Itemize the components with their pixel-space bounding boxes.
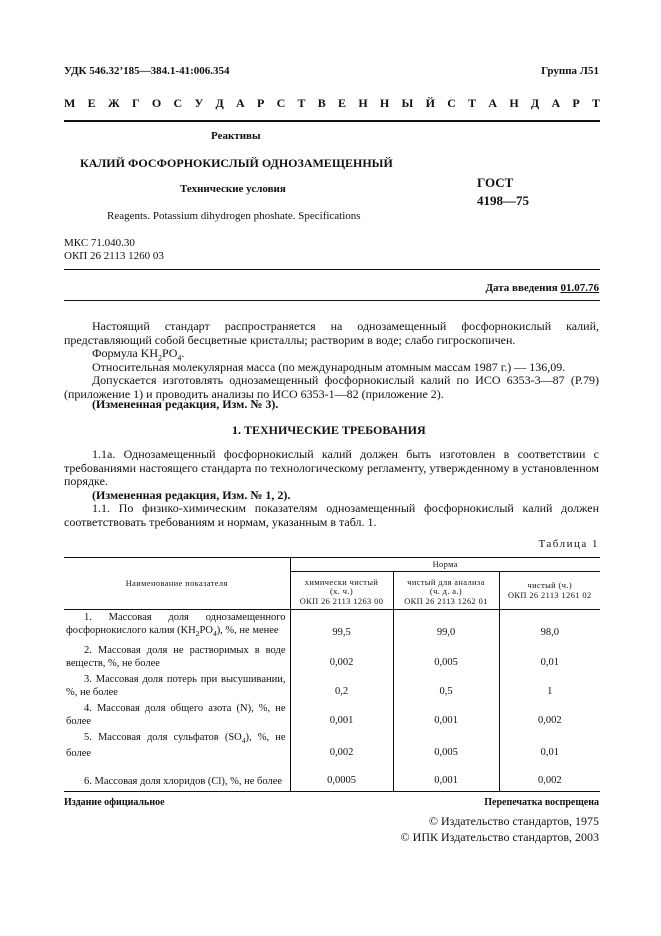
row-value: 0,001 bbox=[290, 701, 393, 730]
intro-date bbox=[485, 282, 599, 294]
okp-code: ОКП 26 2113 1260 03 bbox=[64, 250, 164, 262]
standard-type-text: М Е Ж Г О С У Д А Р С Т В Е Н Н Ы Й С Т А Н Д А Р Т bbox=[64, 96, 600, 110]
table-row bbox=[64, 642, 600, 672]
english-title: Reagents. Potassium dihydrogen phoshate. Specifications bbox=[107, 210, 361, 222]
codes-rule bbox=[64, 269, 600, 270]
row-value: 0,002 bbox=[290, 730, 393, 762]
row-value: 98,0 bbox=[540, 626, 559, 638]
row-name: 4. Массовая доля общего азота (N), %, не более bbox=[64, 701, 290, 730]
conditions-label: Технические условия bbox=[180, 183, 286, 195]
reagents-label: Реактивы bbox=[211, 130, 261, 142]
udk-code: УДК 546.32’185—384.1-41:006.354 bbox=[64, 65, 230, 77]
copyright-2003: © ИПК Издательство стандартов, 2003 bbox=[400, 830, 599, 844]
row-value: 0,001 bbox=[393, 762, 499, 791]
row-value: 0,005 bbox=[393, 642, 499, 672]
row-name: 5. Массовая доля сульфатов $(SO_4)$, %, не более bbox=[64, 730, 290, 762]
paragraph-1-1: 1.1. По физико-химическим показателям однозамещенный фосфорнокислый калий должен соответствовать требованиям и нормам, указанным в табл. 1. bbox=[64, 501, 599, 529]
table-row bbox=[64, 762, 600, 791]
grade-header-3: чистый (ч.) ОКП 26 2113 1261 02 bbox=[507, 580, 592, 600]
row-value: 1 bbox=[547, 685, 553, 697]
grade-header-2: чистый для анализа (ч. д. а.) ОКП 26 2113 1262 01 bbox=[393, 572, 499, 610]
row-value: 0,002 bbox=[290, 642, 393, 672]
row-value: 0,002 bbox=[537, 775, 562, 787]
intro-paragraph: Настоящий стандарт распространяется на однозамещенный фосфорнокислый калий, представляющий собой бесцветные кристаллы; растворим в воде; слабо гигроскопичен. bbox=[64, 319, 599, 347]
row-name: 6. Массовая доля хлоридов (Cl), %, не более bbox=[64, 762, 290, 791]
row-value: 0,0005 bbox=[290, 762, 393, 791]
row-value: 0,01 bbox=[540, 746, 559, 758]
molar-mass-line: Относительная молекулярная масса (по международным атомным массам 1987 г.) — 136,09. bbox=[92, 360, 566, 374]
row-name: 2. Массовая доля не растворимых в воде веществ, %, не более bbox=[64, 642, 290, 672]
intro-date-label: Дата введения bbox=[485, 282, 558, 294]
row-value: 0,5 bbox=[393, 672, 499, 701]
table-caption: Таблица 1 bbox=[538, 538, 599, 550]
reprint-notice: Перепечатка воспрещена bbox=[484, 797, 599, 808]
section-heading: 1. ТЕХНИЧЕСКИЕ ТРЕБОВАНИЯ bbox=[232, 423, 426, 437]
product-name: КАЛИЙ ФОСФОРНОКИСЛЫЙ ОДНОЗАМЕЩЕННЫЙ bbox=[80, 156, 393, 170]
norms-table bbox=[64, 557, 600, 792]
formula-line: Формула $KH_2PO_4$. bbox=[92, 346, 185, 363]
row-value: 99,0 bbox=[393, 610, 499, 643]
row-name: 3. Массовая доля потерь при высушивании, %, не более bbox=[64, 672, 290, 701]
table-row bbox=[64, 610, 600, 643]
col-header-name: Наименование показателя bbox=[64, 558, 290, 610]
gost-label: ГОСТ bbox=[477, 175, 514, 190]
paragraph-1-1a: 1.1а. Однозамещенный фосфорнокислый калий должен быть изготовлен в соответствии с требованиями настоящего стандарта по технологическому регламенту, утвержденному в установленном порядке. bbox=[64, 447, 599, 489]
table-row bbox=[64, 701, 600, 730]
amendment-note-1-2: (Измененная редакция, Изм. № 1, 2). bbox=[92, 488, 291, 502]
standard-type bbox=[64, 96, 600, 111]
table-row bbox=[64, 672, 600, 701]
mks-code: МКС 71.040.30 bbox=[64, 237, 135, 249]
official-edition: Издание официальное bbox=[64, 797, 165, 808]
row-value: 99,5 bbox=[290, 610, 393, 643]
header-rule bbox=[64, 120, 600, 122]
grade-header-1: химически чистый (х. ч.) ОКП 26 2113 1263 00 bbox=[290, 572, 393, 610]
row-value: 0,001 bbox=[393, 701, 499, 730]
row-name: 1. Массовая доля однозамещенного фосфорнокислого калия $(KH_2PO_4)$, %, не менее bbox=[64, 610, 290, 643]
amendment-note-3: (Измененная редакция, Изм. № 3). bbox=[92, 397, 279, 411]
copyright-1975: © Издательство стандартов, 1975 bbox=[428, 814, 599, 828]
row-value: 0,002 bbox=[537, 714, 562, 726]
date-rule bbox=[64, 300, 600, 301]
iso-paragraph: Допускается изготовлять однозамещенный фосфорнокислый калий по ИСО 6353-3—87 (Р.79) (приложение 1) и проводить анализы по ИСО 6353-1—82 (приложение 2). bbox=[64, 373, 599, 401]
row-value: 0,01 bbox=[540, 656, 559, 668]
intro-date-value: 01.07.76 bbox=[560, 282, 599, 294]
row-value: 0,005 bbox=[393, 730, 499, 762]
col-header-norm: Норма bbox=[290, 558, 600, 572]
gost-number: 4198—75 bbox=[477, 193, 529, 208]
group-code: Группа Л51 bbox=[541, 65, 599, 77]
row-value: 0,2 bbox=[290, 672, 393, 701]
table-row bbox=[64, 730, 600, 762]
